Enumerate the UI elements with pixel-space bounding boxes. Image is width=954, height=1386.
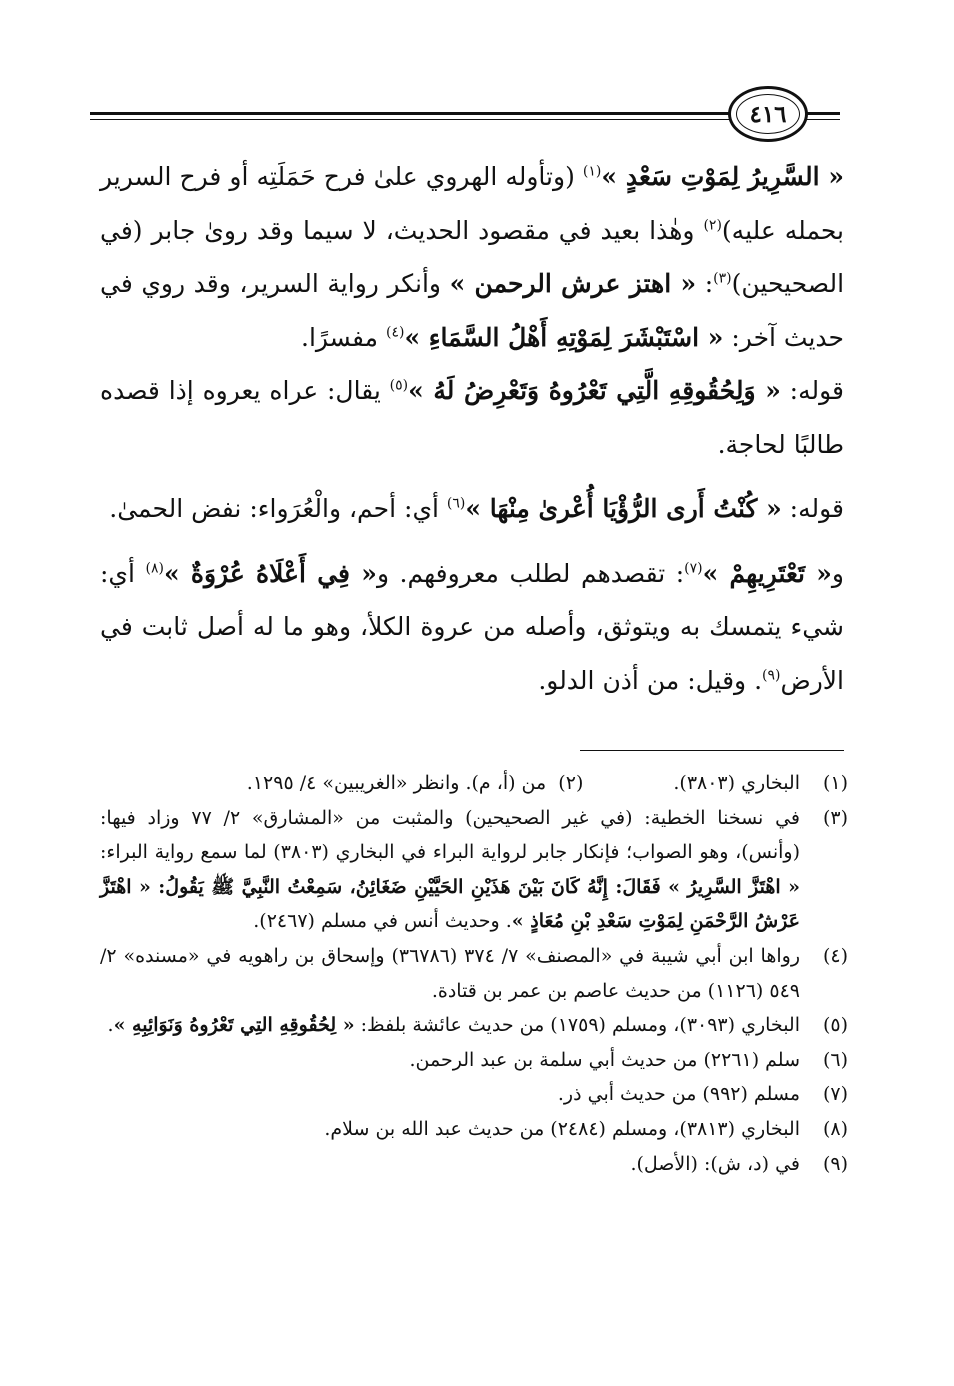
text: . وقيل: من أذن الدلو. — [538, 665, 763, 695]
header-rule-right-thin — [806, 119, 840, 120]
footnote-ref: (١) — [582, 163, 602, 180]
footnote-text: سلم (٢٢٦١) من حديث أبي سلمة بن عبد الرحمن. — [409, 1048, 800, 1071]
text: و — [831, 558, 844, 588]
text: : تقصدهم لطلب معروفهم. و — [376, 558, 685, 588]
footnote-number: (٤) — [822, 944, 848, 967]
text: أي: أحم، والْعُرَواء: نفض الحمىٰ. — [109, 494, 447, 523]
footnote-number: (٩) — [822, 1152, 848, 1175]
main-text — [100, 150, 844, 718]
paragraph-2 — [100, 364, 844, 471]
footnote-ref: (٦) — [446, 495, 466, 512]
footnote-ref: (٥) — [389, 377, 409, 394]
quote: « كُنْتُ أَرى الرُّؤْيَا أُعْرىٰ مِنْهَا » — [465, 494, 782, 523]
footnote-ref: (٣) — [713, 270, 732, 287]
quote: « اهتز عرش الرحمن » — [449, 269, 697, 298]
text: مفسرًا. — [301, 322, 386, 352]
footnote-text: رواها ابن أبي شيبة في «المصنف» ٧/ ٣٧٤ (٣٦٧٨٦) وإسحاق بن راهويه في «مسنده» ٢/ ٥٤٩ (١١٢٦) من حديث عاصم بن عمر بن قتادة. — [100, 944, 800, 1002]
footnote-text: البخاري (٣٨١٣)، ومسلم (٢٤٨٤) من حديث عبد الله بن سلام. — [324, 1117, 800, 1140]
text: (وتأوله الهروي علىٰ فرح حَمَلَتِه أو فرح السرير بحمله عليه) — [100, 162, 844, 245]
footnote-ref: (٧) — [684, 560, 703, 577]
quote: « تَعْتَرِيهِمْ » — [702, 558, 832, 588]
page-header — [90, 86, 838, 146]
footnote-number: (٦) — [822, 1048, 848, 1071]
text: أي: شيء يتمسك به ويتوثق، وأصله من عروة الكلأ، وهو ما له أصل ثابت في الأرض — [100, 558, 844, 695]
quote: « وَلِحُقُوقِهِ الَّتِي تَعْرُوهُ وَتَعْرِضُ لَهُ » — [408, 376, 781, 405]
footnote-number: (٢) — [558, 772, 584, 794]
text: قوله: — [781, 494, 844, 523]
paragraph-4 — [100, 547, 844, 708]
text: وهٰذا بعيد في مقصود الحديث، لا سيما وقد روىٰ جابر (في الصحيحين) — [100, 215, 845, 298]
footnote-4 — [100, 939, 848, 1008]
footnote-text: من (أ، م). وانظر «الغريبين» ٤/ ١٢٩٥. — [246, 772, 547, 794]
footnote-number: (٣) — [822, 806, 848, 829]
footnote-text: في (د، ش): (الأصل). — [630, 1152, 800, 1175]
header-rule-right-thick — [806, 112, 840, 115]
footnote-text: البخاري (٣٨٠٣).(٢) من (أ، م). وانظر «الغريبين» ٤/ ١٢٩٥. — [246, 772, 800, 794]
page-number-badge — [728, 86, 808, 142]
quote: « لِحُقُوقِهِ التِي تَعْرُوهُ وَنَوَائِبِهِ » — [113, 1014, 355, 1037]
footnote-ref: (٢) — [703, 217, 722, 234]
text: يقال: عراه يعروه إذا قصده طالبًا لحاجة. — [100, 376, 844, 459]
footnote-number: (١) — [822, 772, 848, 794]
footnote-9 — [100, 1147, 848, 1182]
page-number: ٤١٦ — [749, 100, 787, 128]
footnote-number: (٥) — [822, 1014, 848, 1037]
text: : — [696, 269, 714, 298]
quote: « السَّرِيرُ لِمَوْتِ سَعْدٍ » — [601, 162, 844, 191]
footnote-7 — [100, 1077, 848, 1112]
footnote-6 — [100, 1043, 848, 1078]
paragraph-1 — [100, 150, 844, 364]
footnote-text: في نسخنا الخطية: (في غير الصحيحين) والمثبت من «المشارق» ٢/ ٧٧ وزاد فيها: (وأنس)، وهو الصواب؛ فإنكار جابر لرواية البراء في البخاري (٣٨٠٣) لما سمع رواية البراء: « اهْتَزَّ السَّرِيرُ » فَقَالَ: إِنَّهُ كَانَ بَيْنَ هَذَيْنِ الحَيَّيْنِ ضَغَائِنُ، سَمِعْتُ النَّبِيَّ ﷺ يَقُولُ: « اهْتَزَّ عَرْشُ الرَّحْمَنِ لِمَوْتِ سَعْدِ بْنِ مُعَاذٍ ». وحديث أنس في مسلم (٢٤٦٧). — [100, 806, 800, 933]
header-rule-thick — [90, 112, 730, 115]
footnote-separator — [580, 750, 844, 751]
paragraph-3 — [100, 482, 844, 536]
footnote-3 — [100, 801, 848, 939]
footnote-8 — [100, 1112, 848, 1147]
footnote-number: (٨) — [822, 1117, 848, 1140]
header-rule-thin — [90, 119, 730, 120]
footnote-text: البخاري (٣٠٩٣)، ومسلم (١٧٥٩) من حديث عائشة بلفظ: « لِحُقُوقِهِ التِي تَعْرُوهُ وَنَوَائِبِهِ ». — [107, 1014, 800, 1037]
footnote-ref: (٩) — [762, 667, 781, 684]
footnote-ref: (٨) — [145, 560, 164, 577]
text: قوله: — [780, 376, 844, 405]
text: وأنكر رواية السرير، وقد روي في حديث آخر: — [100, 269, 844, 352]
footnote-ref: (٤) — [385, 324, 405, 341]
quote: « اهْتَزَّ السَّرِيرُ » فَقَالَ: إِنَّهُ كَانَ بَيْنَ هَذَيْنِ الحَيَّيْنِ ضَغَائِنُ، سَمِعْتُ النَّبِيَّ ﷺ يَقُولُ: « اهْتَزَّ عَرْشُ الرَّحْمَنِ لِمَوْتِ سَعْدِ بْنِ مُعَاذٍ » — [100, 875, 800, 933]
footnote-text: مسلم (٩٩٢) من حديث أبي ذر. — [557, 1083, 800, 1106]
quote: « فِي أَعْلَاهُ عُرْوَةٌ » — [163, 558, 377, 588]
footnotes — [100, 766, 848, 1181]
quote: « اسْتَبْشَرَ لِمَوْتِهِ أَهْلُ السَّمَاءِ » — [404, 322, 724, 352]
footnote-5 — [100, 1008, 848, 1043]
footnote-1-2 — [100, 766, 848, 801]
footnote-number: (٧) — [822, 1083, 848, 1106]
